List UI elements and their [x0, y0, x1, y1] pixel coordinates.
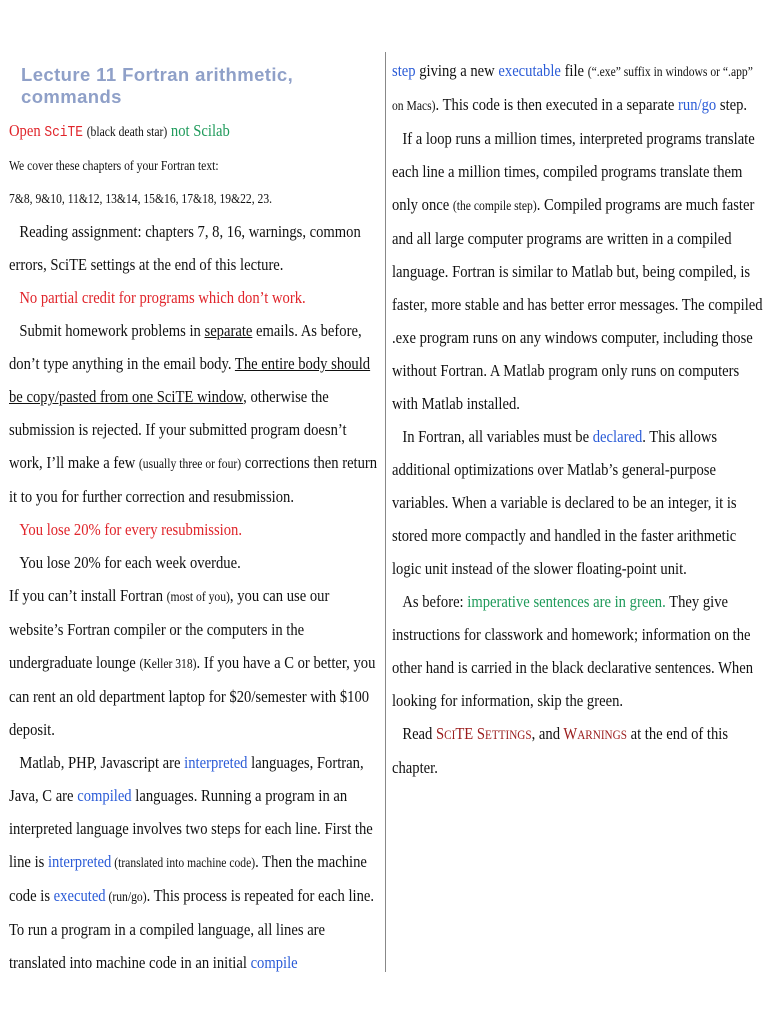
interpreted-term: interpreted [184, 753, 248, 772]
no-partial-credit: No partial credit for programs which don’t work. [19, 288, 306, 307]
executed-term: executed [53, 886, 106, 905]
black-death-star-note: (black death star) [86, 124, 168, 139]
lose-resubmission: You lose 20% for every resubmission. [19, 520, 242, 539]
matlab-text-c: languages. Running a program in an interpreted language involves two steps for each line. First the line is [9, 786, 373, 871]
p4-text-a: As before: [402, 592, 468, 611]
install-text-a: If you can’t install Fortran [9, 586, 167, 605]
install-paragraph [9, 579, 378, 746]
submit-text-d: corrections then return it to you for further correction and resubmission. [9, 453, 378, 506]
install-text-c: . If you have a C or better, you can rent an old department laptop for $20/semester with $100 deposit. [9, 653, 376, 739]
keller-note: (Keller 318) [139, 656, 197, 671]
as-before-paragraph [392, 585, 763, 717]
p2-text-a: If a loop runs a million times, interpreted programs translate each line a million times, compiled programs translate them only once [392, 129, 755, 214]
right-column [392, 54, 764, 784]
read-settings-paragraph [392, 717, 763, 784]
scite-ci: CI [444, 727, 456, 742]
compile-term: compile [250, 953, 298, 972]
p4-text-b: They give instructions for classwork and homework; information on the other hand is carried in the black declarative sentences. When looking for information, skip the green. [392, 592, 754, 710]
not-scilab-text: not Scilab [167, 121, 230, 140]
compile-step-note: (the compile step) [452, 198, 537, 213]
install-text-b: , you can use our website’s Fortran compiler or the computers in the undergraduate lounge [9, 586, 330, 672]
left-column [9, 54, 379, 979]
p1-text-d: step. [716, 95, 748, 114]
matlab-text-d: . Then the machine code is [9, 852, 367, 905]
chapters-intro: We cover these chapters of your Fortran text: [9, 158, 219, 173]
scite-s: S [436, 724, 445, 743]
matlab-text-e: . This process is repeated for each line. To run a program in a compiled language, all lines are translated into machine code in an initial [9, 886, 375, 972]
run-go-note: (run/go) [105, 889, 147, 904]
matlab-text-b: languages, Fortran, Java, C are [9, 753, 364, 805]
lecture-title: Lecture 11 Fortran arithmetic, commands [21, 64, 294, 107]
p1-text-a: giving a new [415, 61, 499, 80]
p2-text-b: . Compiled programs are much faster and all large computer programs are written in a compiled language. Fortran is similar to Matlab but, being compiled, is faster, more stable and has better error messages. The compiled .exe program runs on any windows computer, including those without Fortran. A Matlab program only runs on computers with Matlab installed. [392, 195, 763, 413]
p1-text-b: file [560, 61, 588, 80]
loop-paragraph [392, 122, 763, 420]
open-scite-line [9, 114, 378, 149]
p5-text-a: Read [402, 724, 437, 743]
executable-paragraph [392, 54, 763, 122]
open-text: Open [9, 121, 45, 140]
declared-paragraph [392, 420, 763, 585]
p5-text-c: at the end of this chapter. [392, 724, 729, 777]
lose-week-overdue: You lose 20% for each week overdue. [19, 553, 241, 572]
interpreted-term-2: interpreted [47, 852, 112, 871]
column-divider [385, 52, 386, 972]
settings-s: S [476, 724, 486, 743]
compiled-term: compiled [77, 786, 132, 805]
p3-text-b: . This allows additional optimizations over Matlab’s general-purpose variables. When a variable is declared to be an integer, it is stored more compactly and handled in the faster arithmetic logic unit instead of the slower floating-point unit. [392, 427, 737, 578]
warnings-rest: ARNINGS [577, 727, 627, 742]
green-imperative-text: imperative sentences are in green. [467, 592, 666, 611]
submit-paragraph [9, 314, 378, 513]
submit-text-c: , otherwise the submission is rejected. If your submitted program doesn’t work, I’ll make a few [9, 387, 347, 472]
usually-note: (usually three or four) [138, 456, 242, 471]
warnings-w: W [563, 724, 578, 743]
declared-term: declared [592, 427, 643, 446]
submit-text-a: Submit homework problems in [19, 321, 205, 340]
run-go-term: run/go [678, 95, 717, 114]
scite-settings-label [436, 724, 532, 743]
scite-text: SciTE [44, 124, 84, 141]
separate-underlined: separate [204, 321, 253, 340]
entire-body-underlined: The entire body should be copy/pasted from one SciTE window [9, 354, 371, 406]
matlab-paragraph [9, 746, 378, 979]
matlab-text-a: Matlab, PHP, Javascript are [19, 753, 185, 772]
scite-te: TE [455, 724, 477, 743]
warnings-label [563, 724, 627, 743]
chapters-list: 7&8, 9&10, 11&12, 13&14, 15&16, 17&18, 19&22, 23. [9, 191, 273, 206]
executable-term: executable [498, 61, 561, 80]
translated-note: (translated into machine code) [111, 855, 256, 870]
step-term: step [392, 61, 416, 80]
p3-text-a: In Fortran, all variables must be [402, 427, 593, 446]
exe-suffix-note: (“.exe” suffix in windows or “.app” on Macs) [392, 64, 753, 113]
p1-text-c: . This code is then executed in a separate [435, 95, 679, 114]
submit-text-b: emails. As before, don’t type anything in the email body. [9, 321, 362, 373]
reading-assignment: Reading assignment: chapters 7, 8, 16, warnings, common errors, SciTE settings at the end of this lecture. [9, 222, 361, 274]
settings-rest: ETTINGS [485, 727, 532, 742]
p5-text-b: , and [531, 724, 564, 743]
most-of-you-note: (most of you) [166, 589, 230, 604]
